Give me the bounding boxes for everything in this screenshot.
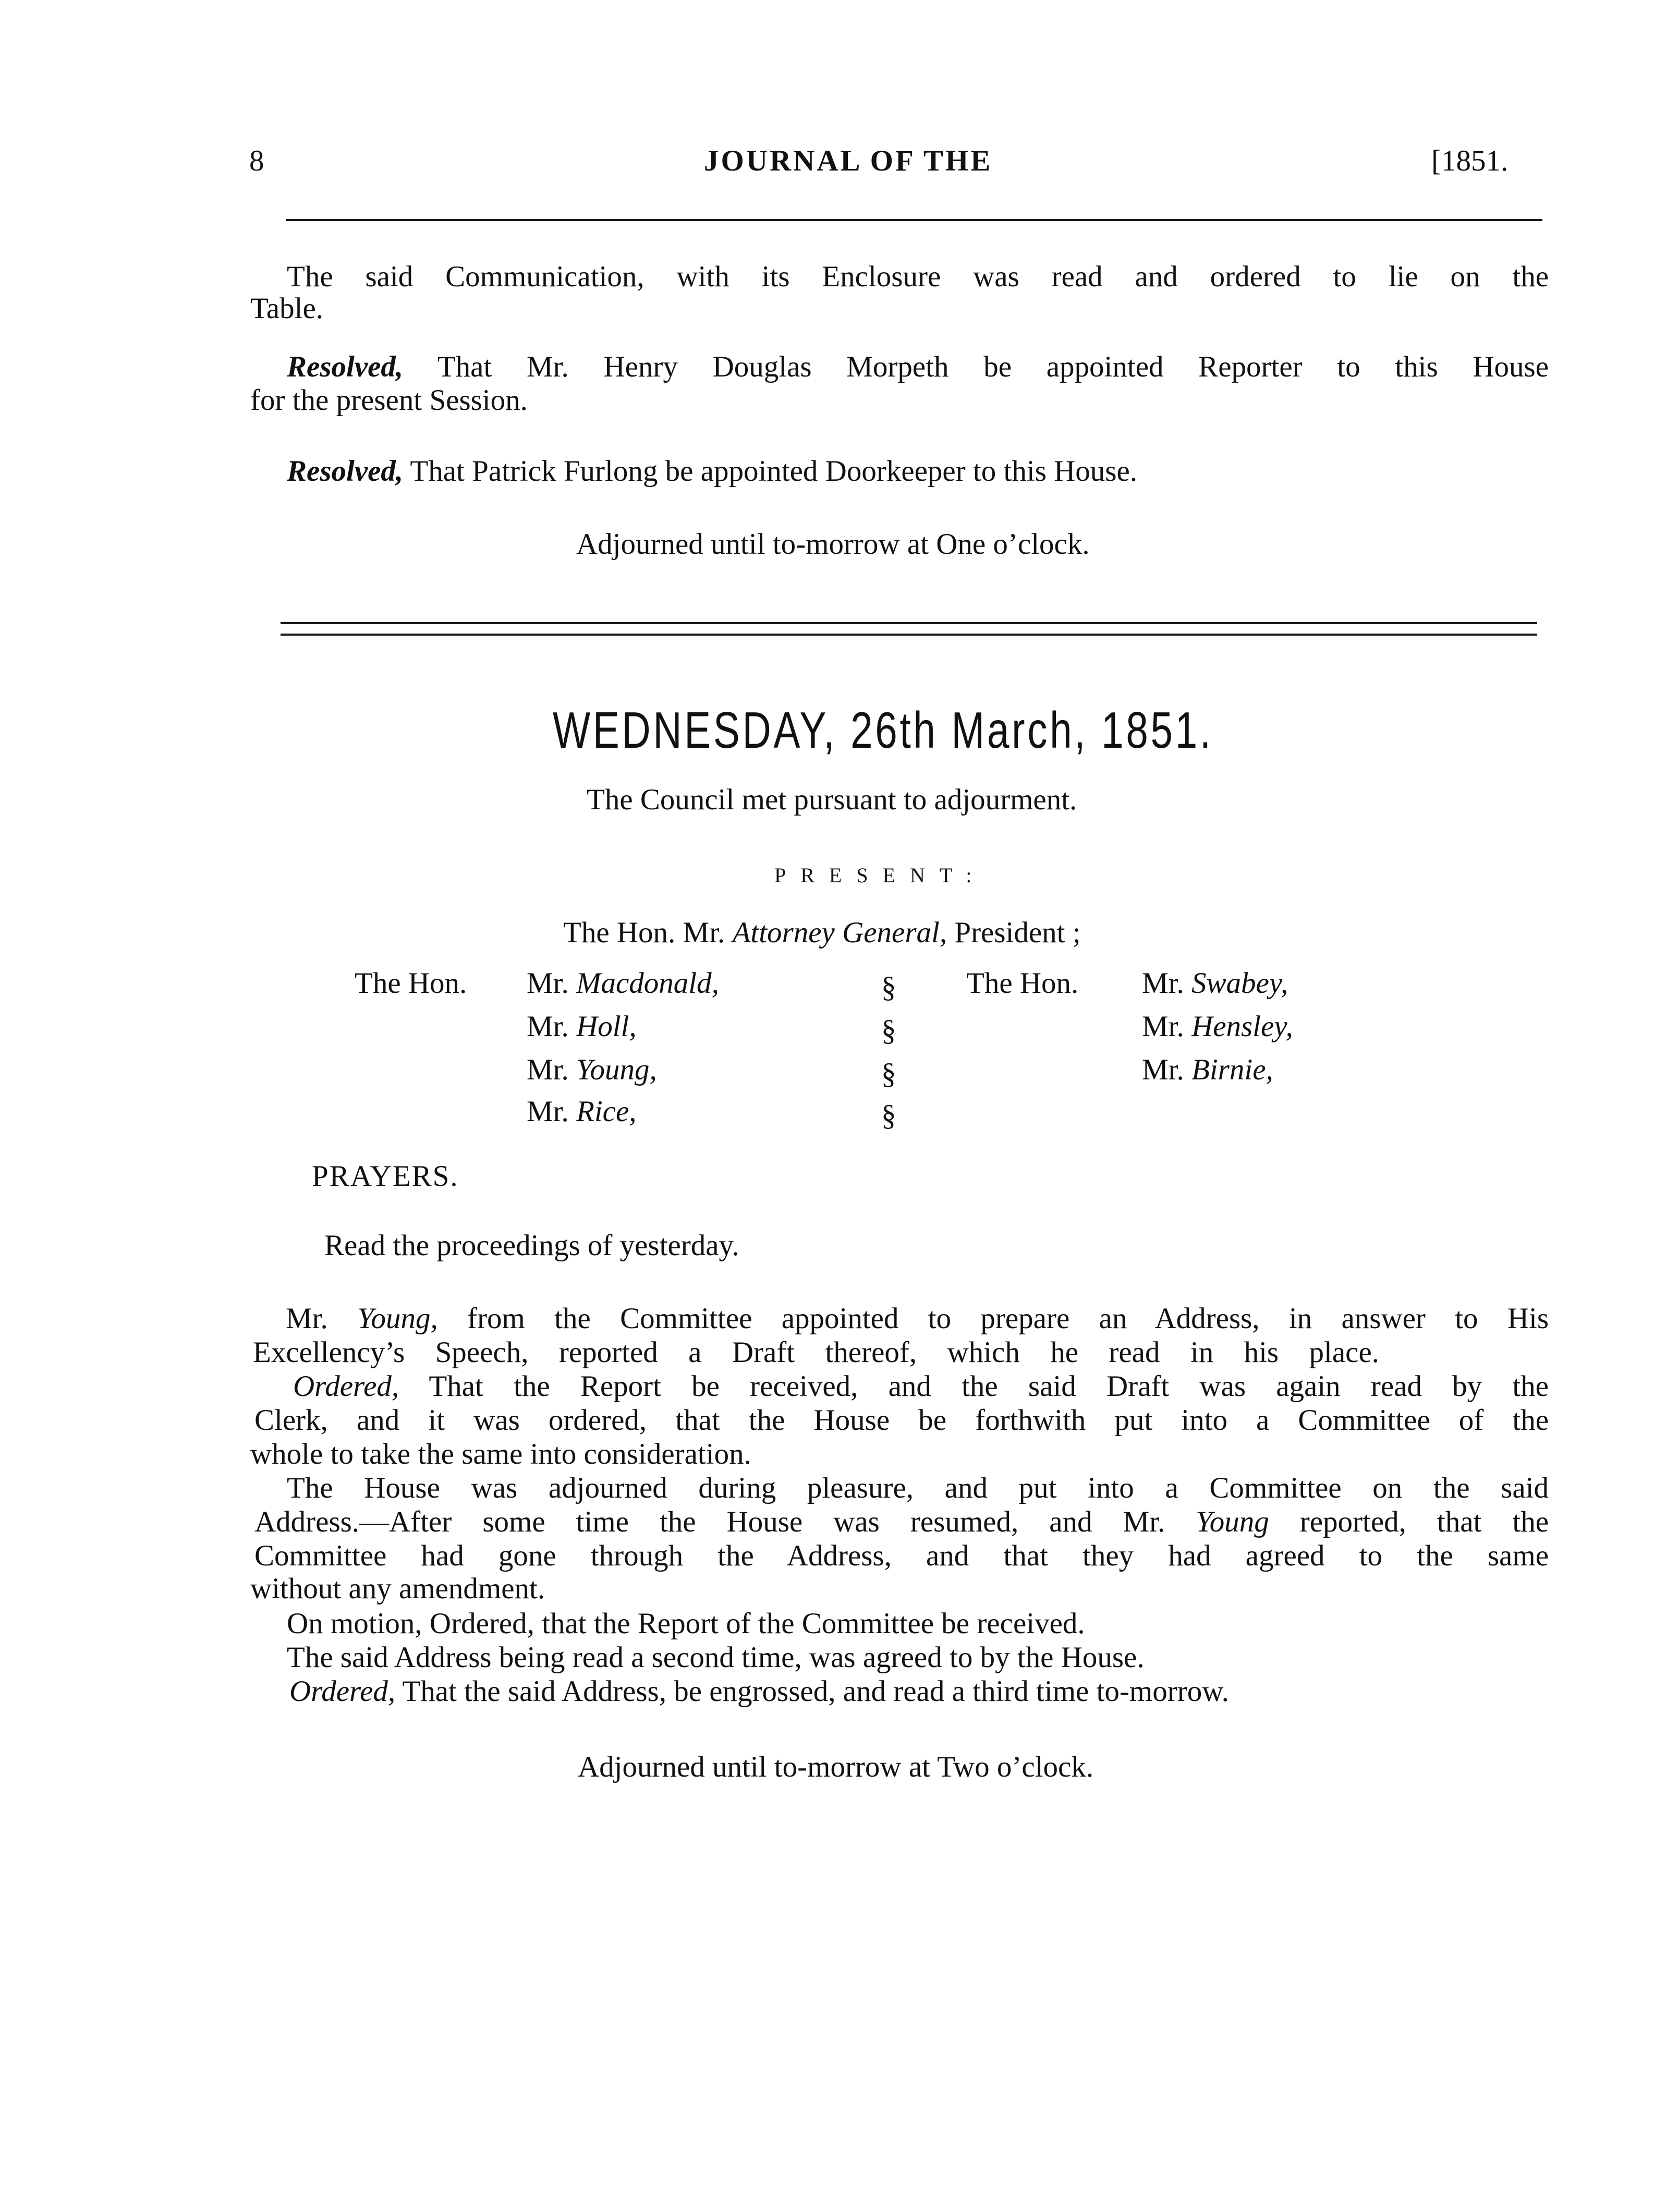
member-title: Mr.	[527, 967, 569, 1000]
section-mark: §	[881, 1099, 896, 1132]
member-title: Mr.	[1142, 967, 1184, 1000]
member-name: Young,	[576, 1053, 657, 1086]
member-left	[527, 1009, 637, 1044]
header-rule	[286, 219, 1542, 221]
ordered-word: Ordered,	[289, 1675, 396, 1708]
proceedings-text: Address.—After some time the House was resumed, and Mr.	[254, 1505, 1165, 1538]
president-prefix: The Hon. Mr.	[563, 916, 725, 949]
running-head: JOURNAL OF THE	[704, 144, 993, 177]
proceedings-p2-line3: whole to take the same into consideration.	[250, 1438, 751, 1470]
section-rule-top	[281, 622, 1537, 624]
date-heading: WEDNESDAY, 26th March, 1851.	[553, 701, 1213, 759]
proceedings-p3-line1: The House was adjourned during pleasure, and put into a Committee on the said	[287, 1472, 1549, 1504]
proceedings-p6	[289, 1674, 1229, 1709]
member-title: Mr.	[527, 1053, 569, 1086]
section-mark: §	[881, 1058, 896, 1090]
members-left-prefix: The Hon.	[355, 967, 467, 1000]
member-left	[527, 1094, 637, 1129]
member-left	[527, 966, 719, 1001]
member-name: Birnie,	[1191, 1053, 1273, 1086]
proceedings-p3-line3: Committee had gone through the Address, and that they had agreed to the same	[254, 1539, 1549, 1572]
member-title: Mr.	[527, 1095, 569, 1128]
adjourned-two: Adjourned until to-morrow at Two o’clock.	[578, 1751, 1094, 1783]
member-name: Young,	[357, 1302, 438, 1335]
proceedings-text: That the said Address, be engrossed, and read a third time to-morrow.	[402, 1675, 1229, 1708]
page-number: 8	[249, 144, 264, 177]
read-proceedings: Read the proceedings of yesterday.	[324, 1229, 739, 1262]
section-rule-bottom	[281, 634, 1537, 636]
member-right	[1142, 1052, 1273, 1088]
proceedings-p1-line2: Excellency’s Speech, reported a Draft thereof, which he read in his place.	[253, 1336, 1379, 1369]
president-line	[563, 915, 1081, 951]
council-met: The Council met pursuant to adjourment.	[587, 783, 1077, 816]
proceedings-p4: On motion, Ordered, that the Report of the Committee be received.	[287, 1607, 1085, 1640]
member-name: Hensley,	[1191, 1010, 1293, 1043]
member-left	[527, 1052, 657, 1088]
proceedings-text: from the Committee appointed to prepare an Address, in answer to His	[467, 1302, 1549, 1335]
proceedings-p2-line1	[293, 1369, 1549, 1404]
prayers: PRAYERS.	[312, 1160, 459, 1193]
member-name: Young	[1196, 1505, 1269, 1538]
president-name: Attorney General,	[732, 916, 947, 949]
resolved-doorkeeper	[287, 454, 1137, 489]
resolved-reporter-line2: for the present Session.	[250, 384, 528, 417]
president-suffix: President ;	[954, 916, 1081, 949]
member-title: Mr.	[527, 1010, 569, 1043]
resolved-word: Resolved,	[287, 350, 404, 383]
proceedings-text: reported, that the	[1299, 1505, 1549, 1538]
resolved-text: That Patrick Furlong be appointed Doorkeeper to this House.	[410, 455, 1138, 488]
proceedings-p3-line2	[254, 1504, 1549, 1540]
present-label: PRESENT:	[774, 864, 987, 887]
proceedings-p1-line1	[286, 1301, 1549, 1336]
proceedings-text: Mr.	[286, 1302, 328, 1335]
member-name: Macdonald,	[576, 967, 719, 1000]
proceedings-p3-line4: without any amendment.	[250, 1572, 545, 1605]
member-title: Mr.	[1142, 1053, 1184, 1086]
section-mark: §	[881, 971, 896, 1004]
ordered-word: Ordered,	[293, 1370, 399, 1403]
proceedings-text: That the Report be received, and the said Draft was again read by the	[429, 1370, 1549, 1403]
member-title: Mr.	[1142, 1010, 1184, 1043]
member-name: Rice,	[576, 1095, 637, 1128]
proceedings-p5: The said Address being read a second time, was agreed to by the House.	[287, 1641, 1145, 1674]
section-mark: §	[881, 1014, 896, 1047]
communication-line1: The said Communication, with its Enclosure was read and ordered to lie on the	[287, 260, 1549, 293]
member-right	[1142, 1009, 1293, 1044]
adjourned-one: Adjourned until to-morrow at One o’clock.	[576, 528, 1090, 561]
header-year: [1851.	[1431, 144, 1509, 177]
member-name: Holl,	[576, 1010, 637, 1043]
member-name: Swabey,	[1191, 967, 1288, 1000]
resolved-reporter-line1	[287, 349, 1549, 385]
communication-line2: Table.	[250, 292, 324, 325]
members-right-prefix: The Hon.	[966, 967, 1079, 1000]
resolved-word: Resolved,	[287, 455, 404, 488]
proceedings-p2-line2: Clerk, and it was ordered, that the House be forthwith put into a Committee of the	[254, 1404, 1549, 1437]
resolved-text: That Mr. Henry Douglas Morpeth be appointed Reporter to this House	[437, 350, 1549, 383]
member-right	[1142, 966, 1288, 1001]
